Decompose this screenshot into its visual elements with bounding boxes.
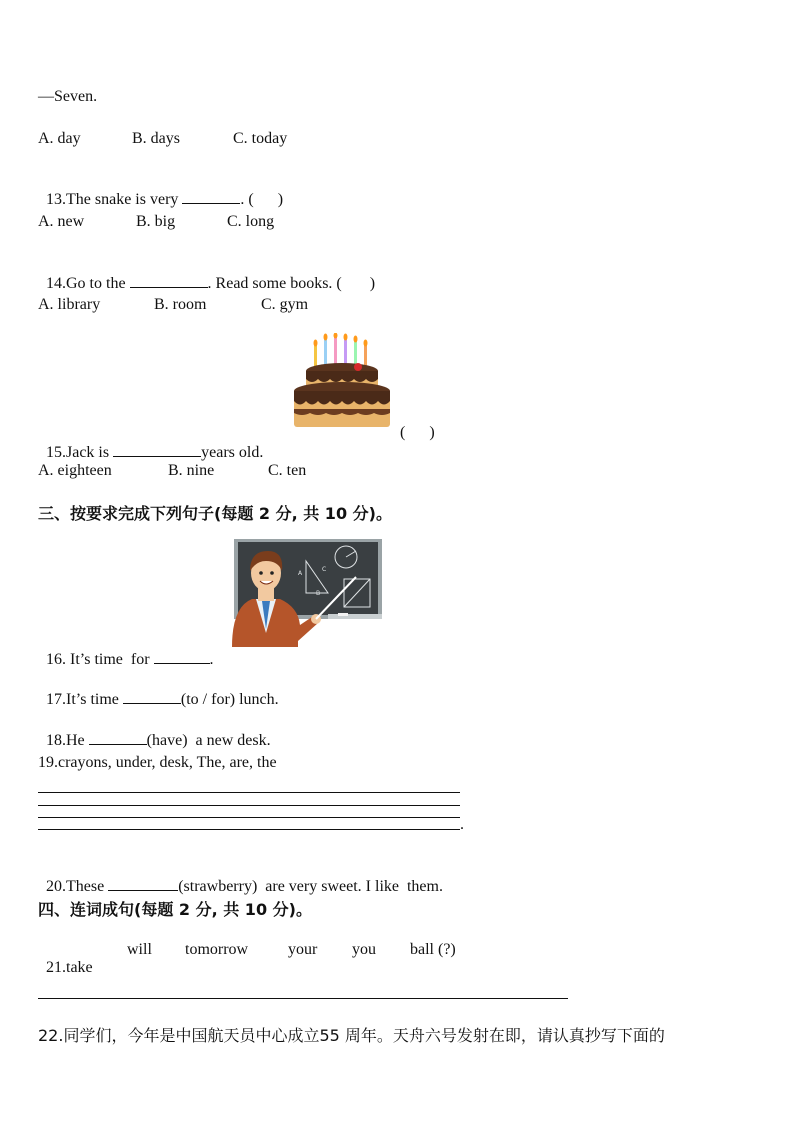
q13-option-b: B. big — [136, 213, 176, 230]
q15-option-b: B. nine — [168, 462, 215, 479]
q20-prefix: 20.These — [46, 878, 109, 895]
q17-prefix: 17.It’s time — [46, 691, 123, 708]
q15-option-c: C. ten — [268, 462, 307, 479]
q18-suffix: (have) a new desk. — [146, 732, 271, 749]
q12-answer-line: —Seven. — [38, 88, 98, 105]
q14-option-c: C. gym — [261, 296, 309, 313]
q12-option-c: C. today — [233, 130, 288, 147]
q14-option-b: B. room — [154, 296, 207, 313]
q15-answer-paren: ( ) — [400, 424, 435, 441]
q21-word: you — [352, 941, 376, 958]
q22-question: 22.同学们，今年是中国航天员中心成立55 周年。天舟六号发射在即，请认真抄写下面的 — [38, 1026, 665, 1045]
q19-answer-line-1[interactable] — [38, 792, 460, 793]
q20-question — [38, 858, 443, 896]
q21-answer-line[interactable] — [38, 998, 568, 999]
q13-option-c: C. long — [227, 213, 275, 230]
q16-question — [38, 631, 214, 669]
q15-question — [38, 424, 263, 462]
q18-prefix: 18.He — [46, 732, 89, 749]
q13-question — [38, 171, 283, 209]
q15-prefix: 15.Jack is — [46, 444, 114, 461]
svg-text:C: C — [322, 566, 327, 573]
q16-suffix: . — [209, 651, 214, 668]
q19-end-mark: . — [460, 816, 464, 833]
q21-word: ball (?) — [410, 941, 456, 958]
q19-answer-line-4[interactable] — [38, 829, 460, 830]
cake-bottom-tier — [294, 382, 390, 427]
q15-suffix: years old. — [201, 444, 264, 461]
q13-suffix: . ( ) — [240, 191, 284, 208]
q21-number: 21. — [46, 959, 66, 976]
q19-question: 19.crayons, under, desk, The, are, the — [38, 754, 277, 771]
q14-prefix: 14.Go to the — [46, 275, 130, 292]
q18-blank[interactable] — [89, 730, 147, 745]
q13-prefix: 13.The snake is very — [46, 191, 183, 208]
section-3-heading: 三、按要求完成下列句子(每题 2 分, 共 10 分)。 — [38, 504, 392, 523]
section-4-heading: 四、连词成句(每题 2 分, 共 10 分)。 — [38, 900, 312, 919]
q21-word: will — [127, 941, 152, 958]
q19-answer-line-3[interactable] — [38, 817, 460, 818]
birthday-cake-image — [292, 333, 392, 431]
q12-option-b: B. days — [132, 130, 180, 147]
q17-suffix: (to / for) lunch. — [180, 691, 279, 708]
q21-word-group — [38, 941, 93, 977]
q17-blank[interactable] — [123, 689, 181, 704]
q16-blank[interactable] — [154, 649, 210, 664]
q14-question — [38, 255, 375, 293]
q14-blank[interactable] — [130, 273, 208, 288]
q14-suffix: . Read some books. ( ) — [207, 275, 376, 292]
q18-question — [38, 712, 271, 750]
q19-answer-line-2[interactable] — [38, 805, 460, 806]
q21-word: take — [66, 959, 93, 976]
q15-blank[interactable] — [113, 442, 201, 457]
teacher-chalkboard-image — [228, 537, 386, 647]
q14-option-a: A. library — [38, 296, 101, 313]
q20-blank[interactable] — [108, 876, 178, 891]
svg-text:B: B — [316, 590, 321, 597]
q16-prefix: 16. It’s time for — [46, 651, 154, 668]
q21-word: tomorrow — [185, 941, 249, 958]
q20-suffix: (strawberry) are very sweet. I like them. — [178, 878, 443, 895]
q13-option-a: A. new — [38, 213, 85, 230]
q13-blank[interactable] — [182, 189, 240, 204]
q15-option-a: A. eighteen — [38, 462, 112, 479]
svg-text:A: A — [298, 570, 303, 577]
q21-word: your — [288, 941, 318, 958]
q12-option-a: A. day — [38, 130, 81, 147]
q17-question — [38, 671, 279, 709]
